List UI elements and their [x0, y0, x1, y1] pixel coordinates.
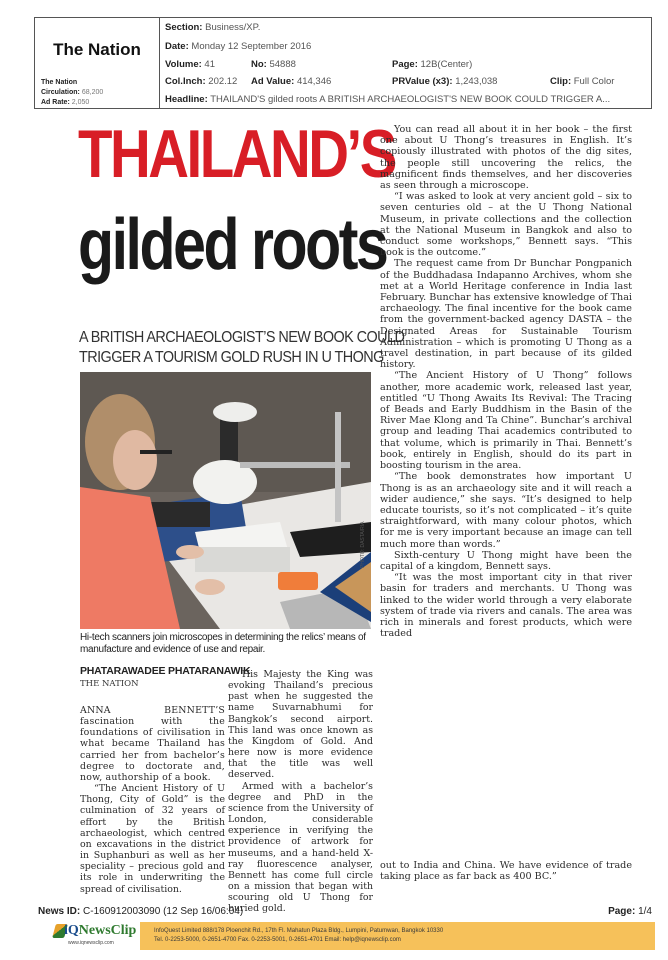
publication-panel: [35, 18, 160, 108]
advalue-row: Ad Value: 414,346: [251, 76, 332, 87]
clip-row: Clip: Full Color: [550, 76, 615, 87]
paragraph: Armed with a bachelor’s degree and PhD in the science from the University of London, considerable experience in verifying the providence of artwork for museums, and a hand-held X-ray fluorescence analyser, Bennett has come full circle on a mission that began with scouring old U Thong for buried gold.: [228, 780, 373, 915]
page-row: Page: 12B(Center): [392, 59, 473, 70]
page-number: Page: 1/4: [608, 906, 652, 917]
clip-details: [160, 18, 651, 108]
article-title-line1: THAILAND’S: [78, 116, 395, 192]
clip-value: Full Color: [573, 76, 615, 87]
prvalue-value: 1,243,038: [455, 76, 498, 87]
circulation-value: 68,200: [81, 89, 104, 96]
headline-row: Headline: THAILAND'S gilded roots A BRITISH ARCHAEOLOGIST'S NEW BOOK COULD TRIGGER A...: [165, 94, 611, 105]
deck-line1: A BRITISH ARCHAEOLOGIST’S NEW BOOK COULD: [79, 329, 405, 346]
logo-url: www.iqnewsclip.com: [68, 940, 114, 946]
ad-rate-value: 2,050: [71, 99, 90, 106]
iqnewsclip-logo: [50, 922, 137, 950]
logo-iq: iQ: [64, 923, 79, 938]
number-row: No: 54888: [251, 59, 296, 70]
number-value: 54888: [269, 59, 296, 70]
logo-rest: NewsClip: [78, 923, 137, 938]
article-column-3: [380, 124, 632, 639]
publication-meta: [41, 78, 103, 108]
deck-line2: TRIGGER A TOURISM GOLD RUSH IN U THONG: [79, 349, 384, 366]
colinch-row: Col.Inch: 202.12: [165, 76, 238, 87]
ad-rate-label: Ad Rate:: [41, 99, 70, 106]
paragraph: “The book demonstrates how important U Thong is as an archaeology site and it will reach a wider audience,” she says. “It’s designed to help educate tourists, so it’s not complicated – it’s quite straightforward, with many colour photos, which for me is very important because an image can tell much more than words.”: [380, 471, 632, 550]
byline-organization: THE NATION: [80, 679, 139, 689]
article-title-line2: gilded roots: [78, 205, 387, 285]
section-value: Business/XP.: [205, 22, 261, 33]
paragraph: His Majesty the King was evoking Thailand’s precious past when he suggested the name Suvarnabhumi for Bangkok’s second airport. This land was once known as the Kingdom of Gold. And here now is more evidence that the title was well deserved.: [228, 669, 373, 781]
article-column-2: [228, 669, 373, 914]
article-column-1: [80, 705, 225, 895]
date-value: Monday 12 September 2016: [191, 41, 312, 52]
paragraph: “It was the most important city in that river basin for traders and merchants. U Thong was linked to the wider world through a very elaborate system of trade via rivers and canals. The area was rich in minerals and forest products, which were traded: [380, 572, 632, 640]
prvalue-row: PRValue (x3): 1,243,038: [392, 76, 498, 87]
news-id-value: C-160912003090 (12 Sep 16/06:04): [83, 906, 244, 917]
paragraph: You can read all about it in her book – the first one about U Thong’s treasures in English. It’s copiously illustrated with photos of the dig sites, the people still uncovering the relics, the magnificent finds themselves, and her discoveries as seen through a microscope.: [380, 124, 632, 192]
photo-caption: Hi-tech scanners join microscopes in determining the relics’ means of manufacture and evidence of use and repair.: [80, 632, 366, 655]
paragraph: ANNA BENNETT’S fascination with the foundations of civilisation in what became Thailand has carried her from bachelor’s degree to doctorate and, now, authorship of a book.: [80, 705, 225, 783]
volume-row: Volume: 41: [165, 59, 215, 70]
volume-value: 41: [204, 59, 215, 70]
paragraph: “The Ancient History of U Thong” follows another, more academic work, released last year, entitled “U Thong Awaits Its Revival: The Tracing of Beads and Early Buddhism in the Basin of the River Mae Klong and Ta Chine”. Bunchar’s archival group and leading Thai academics contributed to that volume, which is primarily in Thai. Bennett’s book, entirely in English, should do its part in boosting tourism in the area.: [380, 370, 632, 472]
contact-bar: [140, 922, 655, 950]
advalue-value: 414,346: [296, 76, 332, 87]
page-value: 12B(Center): [420, 59, 473, 70]
page-number-value: 1/4: [638, 906, 652, 917]
article-photo: [80, 372, 371, 629]
address-line: InfoQuest Limited 888/178 Ploenchit Rd., 17th Fl. Mahatun Plaza Bldg., Lumpini, Patumwan, Bangkok 10330: [154, 928, 444, 934]
paragraph: “The Ancient History of U Thong, City of Gold” is the culmination of 32 years of effort by the British archaeologist, which centred on excavations in the district in Suphanburi as well as her speciality – precious gold and its role in underwriting the spread of civilisation.: [80, 783, 225, 895]
paragraph: Sixth-century U Thong might have been the capital of a kingdom, Bennett says.: [380, 549, 632, 572]
headline-value: THAILAND'S gilded roots A BRITISH ARCHAEOLOGIST'S NEW BOOK COULD TRIGGER A...: [210, 94, 611, 105]
photo-credit: PHOTO: DASTA/RIA: [360, 521, 366, 568]
contact-line: Tel. 0-2253-5000, 0-2651-4700 Fax. 0-2253-5001, 0-2651-4701 Email: help@iqnewsclip.com: [154, 937, 401, 943]
section-row: Section: Business/XP.: [165, 22, 261, 33]
byline-author: PHATARAWADEE PHATARANAWIK: [80, 665, 251, 677]
colinch-value: 202.12: [208, 76, 238, 87]
paragraph: “I was asked to look at very ancient gold – six to seven centuries old – at the U Thong National Museum, in private collections and the collection at the National Museum in Bangkok and also to conduct some workshops,” Bennett says. “This book is the outcome.”: [380, 191, 632, 259]
paragraph: out to India and China. We have evidence of trade taking place as far back as 400 BC.”: [380, 860, 632, 883]
clip-info-header: [34, 17, 652, 109]
news-id: News ID: C-160912003090 (12 Sep 16/06:04): [38, 906, 244, 917]
paragraph: The request came from Dr Bunchar Pongpanich of the Buddhadasa Indapanno Archives, whom she met at a World Heritage conference in India last February. Bunchar has extensive knowledge of Thai archaeology. The final incentive for the book came from the government-backed agency DASTA – the Designated Areas for Sustainable Tourism Administration – which is promoting U Thong as a travel destination, in part because of its gilded history.: [380, 258, 632, 371]
date-row: Date: Monday 12 September 2016: [165, 41, 312, 52]
article-column-3-continued: [380, 860, 632, 882]
publication-name: The Nation: [53, 40, 141, 59]
article-deck: [79, 328, 405, 368]
circulation-label: Circulation:: [41, 89, 80, 96]
pub-small-name: The Nation: [41, 79, 78, 86]
